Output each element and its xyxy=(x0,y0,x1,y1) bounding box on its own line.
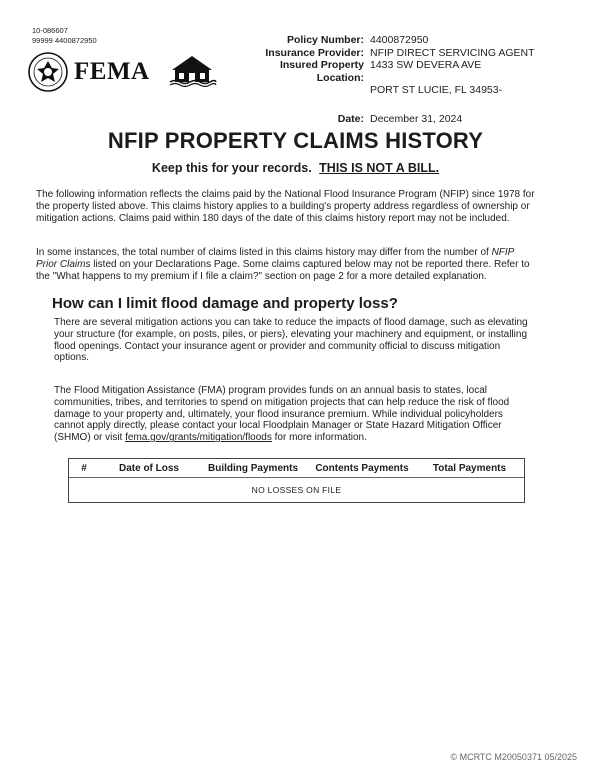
fema-logo xyxy=(28,52,150,92)
prior-claims-italic: NFIP Prior Claims xyxy=(36,247,514,270)
property-location-line-1: 1433 SW DEVERA AVE xyxy=(370,59,482,71)
date-label: Date: xyxy=(337,112,364,125)
column-header-number: # xyxy=(81,462,87,474)
fema-grants-link[interactable]: fema.gov/grants/mitigation/floods xyxy=(125,432,272,444)
mls-watermark: © MCRTC M20050371 05/2025 xyxy=(450,752,577,762)
prior-claims-text-b: listed on your Declarations Page. Some claims captured below may not be reported there. Refer to the "What happens to my premium if I file a claim?" section on page 2 for a more detailed explanation. xyxy=(36,258,530,282)
column-header-contents-payments: Contents Payments xyxy=(315,462,409,474)
column-header-building-payments: Building Payments xyxy=(207,462,298,474)
fema-wordmark: FEMA xyxy=(74,58,150,85)
not-a-bill-text: THIS IS NOT A BILL. xyxy=(319,161,440,175)
fma-text-b: for more information. xyxy=(271,432,367,444)
document-subtitle xyxy=(0,161,591,175)
insurance-provider-value: NFIP DIRECT SERVICING AGENT xyxy=(370,46,535,59)
document-title: NFIP PROPERTY CLAIMS HISTORY xyxy=(107,128,484,153)
fma-text-a: The Flood Mitigation Assistance (FMA) program provides funds on an annual basis to states, local communities, tribes, and territories to spend on mitigation projects that can help reduce the risk of flood damage to your property and, ultimately, your flood insurance premium. While individual policyholders cannot apply directly, please contact your local Floodplain Manager or State Hazard Mitigation Officer (SHMO) or visit xyxy=(54,385,510,444)
table-row xyxy=(69,478,524,502)
claims-table xyxy=(68,458,525,503)
prior-claims-text-a: In some instances, the total number of claims listed in this claims history may differ from the number of xyxy=(36,247,492,258)
no-losses-message: NO LOSSES ON FILE xyxy=(251,485,342,495)
prior-claims-paragraph xyxy=(36,247,536,282)
keep-records-text: Keep this for your records. xyxy=(151,161,312,175)
column-header-date-of-loss: Date of Loss xyxy=(118,462,179,474)
column-header-total-payments: Total Payments xyxy=(432,462,507,474)
property-location-line-2: PORT ST LUCIE, FL 34953- xyxy=(370,84,503,96)
claims-table-header xyxy=(69,459,524,478)
policy-info xyxy=(240,34,535,125)
document-ids xyxy=(32,26,97,46)
mitigation-paragraph: There are several mitigation actions you can take to reduce the impacts of flood damage, such as elevating your structure (for example, on posts, piles, or piers), elevating your machinery and equipment, or installing flood openings. Contact your insurance agent or provider and community official to discuss mitigation options. xyxy=(54,317,528,364)
property-location-label: Insured Property Location: xyxy=(279,59,364,84)
doc-id-line-2: 99999 4400872950 xyxy=(32,36,97,45)
doc-id-line-1: 10-086607 xyxy=(32,26,68,35)
policy-number-label: Policy Number: xyxy=(286,34,364,46)
nfip-logo-icon xyxy=(166,52,218,92)
policy-number-value: 4400872950 xyxy=(370,34,429,46)
fma-paragraph xyxy=(54,385,534,444)
date-value: December 31, 2024 xyxy=(370,112,463,125)
intro-paragraph: The following information reflects the claims paid by the National Flood Insurance Program (NFIP) since 1978 for the property listed above. This claims history applies to a building's property address regardless of ownership or mitigation actions. Claims paid within 180 days of the date of this claims history report may not be included. xyxy=(36,189,535,224)
dhs-seal-icon xyxy=(28,52,68,92)
mitigation-heading: How can I limit flood damage and property loss? xyxy=(52,295,398,312)
insurance-provider-label: Insurance Provider: xyxy=(265,46,364,59)
